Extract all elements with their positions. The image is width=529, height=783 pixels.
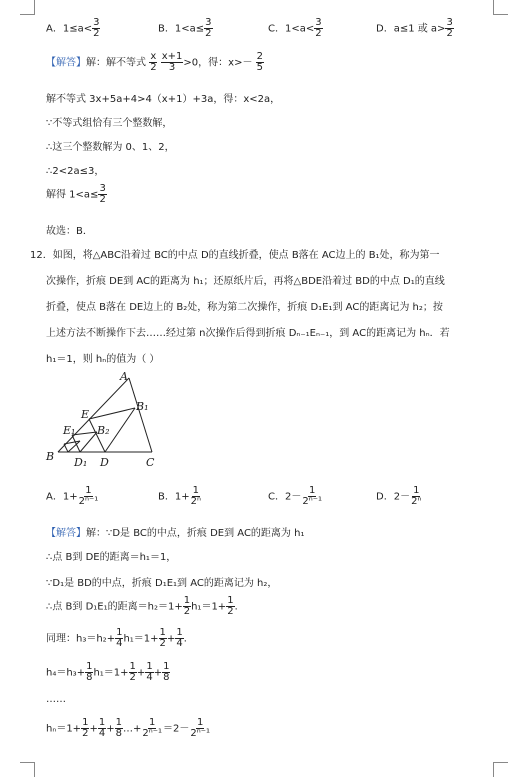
label-c: C — [146, 456, 155, 469]
q12-solution-line1: 【解答】解：∵D是 BC的中点，折痕 DE到 AC的距离为 h₁ — [46, 528, 305, 539]
label-e1: E₁ — [63, 424, 76, 437]
corner-mark-tr — [493, 0, 508, 15]
label-b2: B₂ — [97, 424, 110, 437]
q11-solution-line3: ∵不等式组恰有三个整数解， — [46, 118, 173, 129]
label-a: A — [120, 370, 128, 383]
answer-tag: 【解答】 — [46, 528, 86, 539]
q11-solution-line7: 故选：B． — [46, 226, 93, 237]
q11-solution-line5: ∴2<2a≤3， — [46, 166, 105, 177]
q11-solution-line2: 解不等式 3x+5a+4>4（x+1）+3a，得：x<2a， — [46, 94, 281, 105]
q12-question-line3: 折叠，使点 B落在 DE边上的 B₂处，称为第二次操作，折痕 D₁E₁到 AC的距离记为 h₂；按 — [46, 302, 443, 313]
corner-mark-tl — [20, 0, 35, 15]
q12-question-line1: 12．如图，将△ABC沿着过 BC的中点 D的直线折叠，使点 B落在 AC边上的 B₁处，称为第一 — [30, 250, 440, 261]
q12-question-line2: 次操作，折痕 DE到 AC的距离为 h₁；还原纸片后，再将△BDE沿着过 BD的中点 D₁的直线 — [46, 276, 445, 287]
label-b1: B₁ — [136, 400, 149, 413]
label-e: E — [81, 408, 90, 421]
q12-question-line5: h₁＝1，则 hₙ的值为（ ） — [46, 354, 160, 365]
label-b: B — [46, 450, 55, 463]
label-d1: D₁ — [74, 456, 88, 469]
q11-option-d[interactable]: D．a≤1 或 a> $\frac{3}{2}$ — [376, 17, 453, 39]
q12-question-line4: 上述方法不断操作下去……经过第 n次操作后得到折痕 Dₙ₋₁Eₙ₋₁，到 AC的距离记为 hₙ．若 — [46, 328, 450, 339]
q11-options — [46, 14, 486, 46]
q11-solution-line4: ∴这三个整数解为 0、1、2， — [46, 142, 175, 153]
q12-solution-line8: hₙ＝1+ $\frac{1}{2}$ + $\frac{1}{4}$ + $\frac{1}{8}$ …+ $\frac{1}{\text{2ⁿ⁻¹}}$ ＝2－ $\frac{1}{\text{2ⁿ⁻¹}}$ — [46, 717, 211, 739]
q12-solution-line6: h₄＝h₃+ $\frac{1}{8}$ h₁＝1+ $\frac{1}{2}$ + $\frac{1}{4}$ + $\frac{1}{8}$ — [46, 661, 170, 683]
q12-triangle-figure — [44, 368, 164, 472]
q12-option-c[interactable]: C．2－ $\frac{1}{\text{2ⁿ⁻¹}}$ — [268, 485, 322, 507]
q12-option-a[interactable]: A．1+ $\frac{1}{\text{2ⁿ⁻¹}}$ — [46, 485, 99, 507]
q11-solution-line1: 【解答】解：解不等式 $\frac{x}{2}$ $\frac{x+1}{3}$ >0，得：x>－ $\frac{2}{5}$ — [46, 51, 264, 73]
q12-option-d[interactable]: D．2－ $\frac{1}{\text{2ⁿ}}$ — [376, 485, 422, 507]
q11-option-a[interactable]: A．1≤a< $\frac{3}{2}$ — [46, 17, 100, 39]
q12-solution-line5: 同理：h₃＝h₂+ $\frac{1}{4}$ h₁＝1+ $\frac{1}{2}$ + $\frac{1}{4}$ ． — [46, 627, 194, 649]
q12-solution-line7: …… — [46, 694, 66, 705]
q12-solution-line2: ∴点 B到 DE的距离＝h₁＝1， — [46, 552, 177, 563]
q11-option-c[interactable]: C．1<a< $\frac{3}{2}$ — [268, 17, 322, 39]
q12-option-b[interactable]: B．1+ $\frac{1}{\text{2ⁿ}}$ — [158, 485, 201, 507]
q11-solution-line6: 解得 1<a≤ $\frac{3}{2}$ — [46, 183, 106, 205]
q12-options — [46, 482, 486, 518]
answer-tag: 【解答】 — [46, 57, 86, 69]
label-d: D — [100, 456, 109, 469]
q11-option-b[interactable]: B．1<a≤ $\frac{3}{2}$ — [158, 17, 212, 39]
corner-mark-bl — [20, 762, 35, 777]
q12-solution-line3: ∵D₁是 BD的中点，折痕 D₁E₁到 AC的距离记为 h₂， — [46, 578, 278, 589]
corner-mark-br — [493, 762, 508, 777]
q12-solution-line4: ∴点 B到 D₁E₁的距离＝h₂＝1+ $\frac{1}{2}$ h₁＝1+ $\frac{1}{2}$ ． — [46, 595, 245, 617]
